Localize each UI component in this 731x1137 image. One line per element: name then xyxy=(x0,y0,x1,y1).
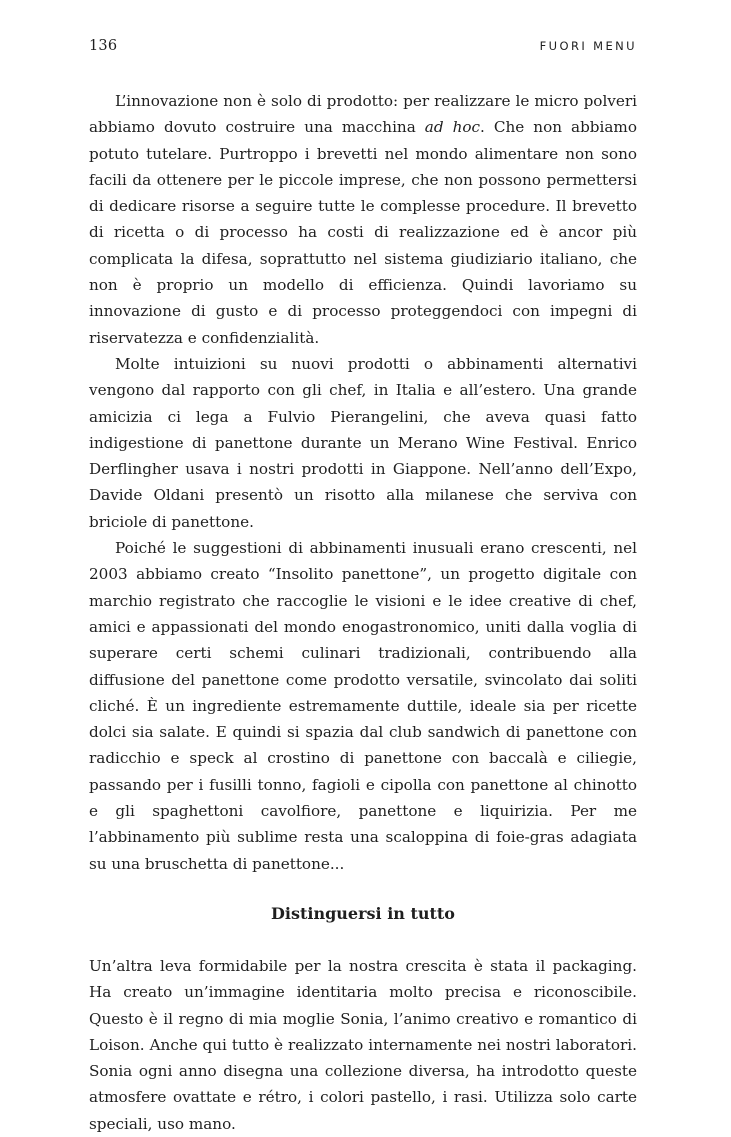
section-heading: Distinguersi in tutto xyxy=(271,903,455,923)
italic-phrase: ad hoc xyxy=(424,118,481,137)
paragraph-innovation-text-start: L’innovazione non è solo di prodotto: per realizzare le micro polveri abbiamo dovuto costruire una macchina xyxy=(89,92,637,137)
book-title: FUORI MENU xyxy=(539,39,637,53)
page-number: 136 xyxy=(89,38,118,54)
paragraph-insolito-panettone: Poiché le suggestioni di abbinamenti inusuali erano crescenti, nel 2003 abbiamo creato “Insolito panettone”, un progetto digitale con marchio registrato che raccoglie le visioni e le idee creative di chef, amici e appassionati del mondo enogastronomico, uniti dalla voglia di superare certi schemi culinari tradizionali, contribuendo alla diffusione del panettone come prodotto versatile, svincolato dai soliti cliché. È un ingrediente estremamente duttile, ideale sia per ricette dolci sia salate. E quindi si spazia dal club sandwich di panettone con radicchio e speck al crostino di panettone con baccalà e ciliegie, passando per i fusilli tonno, fagioli e cipolla con panettone al chinotto e gli spaghettoni cavolfiore, panettone e liquirizia. Per me l’abbinamento più sublime resta una scaloppina di foie-gras adagiata su una bruschetta di panettone... xyxy=(89,539,637,873)
paragraph-innovation-text-end: . Che non abbiamo potuto tutelare. Purtroppo i brevetti nel mondo alimentare non sono facili da ottenere per le piccole imprese, che non possono permettersi di dedicare risorse a seguire tutte le complesse procedure. Il brevetto di ricetta o di processo ha costi di realizzazione ed è ancor più complicata la difesa, soprattutto nel sistema giudiziario italiano, che non è proprio un modello di efficienza. Quindi lavoriamo su innovazione di gusto e di processo proteggendoci con impegni di riservatezza e confidenzialità. xyxy=(89,118,637,347)
running-head xyxy=(89,38,637,60)
paragraph-packaging: Un’altra leva formidabile per la nostra crescita è stata il packaging. Ha creato un’immagine identitaria molto precisa e riconoscibile. Questo è il regno di mia moglie Sonia, l’animo creativo e romantico di Loison. Anche qui tutto è realizzato internamente nei nostri laboratori. Sonia ogni anno disegna una collezione diversa, ha introdotto queste atmosfere ovattate e rétro, i colori pastello, i rasi. Utilizza solo carte speciali, uso mano. xyxy=(89,956,637,1133)
paragraph-chefs: Molte intuizioni su nuovi prodotti o abbinamenti alternativi vengono dal rapporto con gli chef, in Italia e all’estero. Una grande amicizia ci lega a Fulvio Pierangelini, che aveva quasi fatto indigestione di panettone durante un Merano Wine Festival. Enrico Derflingher usava i nostri prodotti in Giappone. Nell’anno dell’Expo, Davide Oldani presentò un risotto alla milanese che serviva con briciole di panettone. xyxy=(89,354,637,531)
book-page xyxy=(89,38,637,1137)
paragraph-innovation xyxy=(89,88,637,351)
